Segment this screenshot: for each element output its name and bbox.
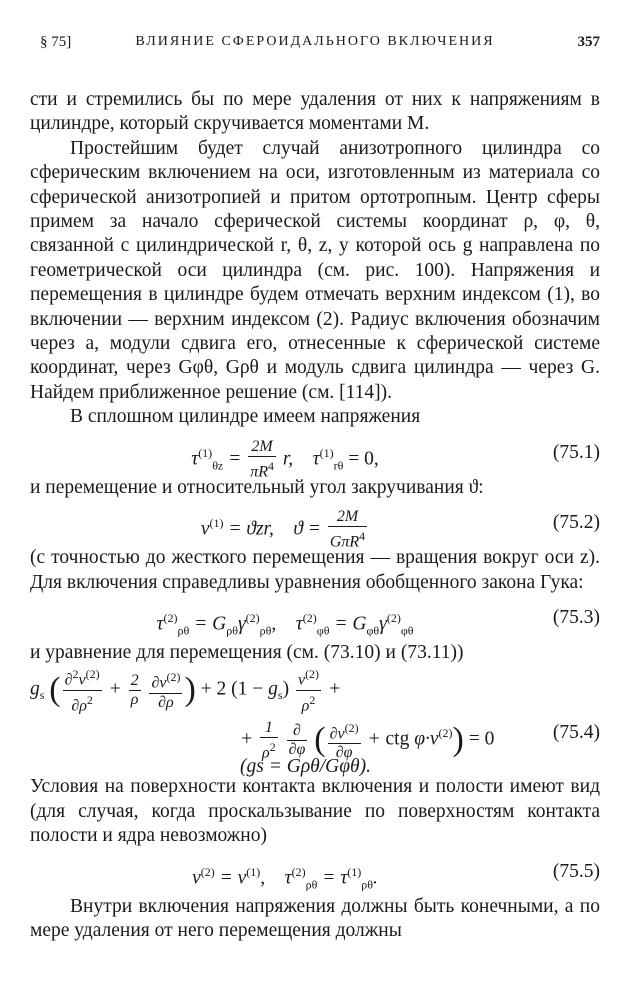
equation-75-1 bbox=[30, 432, 600, 481]
equation-75-4-line-1: $g_s$ ( $\frac{\partial^2v^{(2)}}{\partial\rho^2}$ + $\frac{2}{\rho}$ $\frac{\partial v^{(2)}}{\partial\rho}$ ) + 2 $(1 - g_s)$ $\frac{v^{(2)}}{\rho^2}$ + bbox=[30, 667, 342, 714]
running-title: ВЛИЯНИЕ СФЕРОИДАЛЬНОГО ВКЛЮЧЕНИЯ bbox=[135, 34, 495, 49]
equation-75-5-number: (75.5) bbox=[552, 860, 600, 882]
paragraph-7: Условия на поверхности контакта включения и полости имеют вид (для случая, когда проскальзывание по поверхностям контакта полости и ядра невозможно) bbox=[30, 776, 600, 847]
page-number: 357 bbox=[577, 34, 600, 50]
paragraph-5: (с точностью до жесткого перемещения — вращения вокруг оси z). Для включения справедливы уравнения обобщенного закона Гука: bbox=[30, 547, 600, 593]
equation-75-5-formula: $v^{(2)} = v^{(1)}$, $\tau^{(2)}_{\rho\theta} = \tau^{(1)}_{\rho\theta}$. bbox=[192, 864, 378, 891]
equation-75-4-line-2: + $\frac{1}{\rho^2}$ $\frac{\partial}{\partial\varphi}$ ( $\frac{\partial v^{(2)}}{\partial\varphi}$ + ctg $\varphi\cdot v^{(2)}) = 0$ bbox=[240, 718, 495, 761]
paragraph-4: и перемещение и относительный угол закручивания ϑ: bbox=[30, 476, 484, 498]
equation-75-4-number: (75.4) bbox=[552, 722, 600, 744]
equation-75-3 bbox=[30, 597, 600, 639]
equation-75-2 bbox=[30, 502, 600, 551]
equation-75-1-number: (75.1) bbox=[552, 441, 600, 463]
equation-75-2-number: (75.2) bbox=[552, 512, 600, 534]
equation-75-2-formula: $v^{(1)} = ϑzr$, ϑ = $\frac{2M}{G\pi R^4}$ bbox=[200, 508, 366, 551]
equation-75-4-note: (gs = Gρθ/Gφθ). bbox=[240, 756, 371, 778]
equation-75-4 bbox=[30, 665, 600, 778]
paragraph-8: Внутри включения напряжения должны быть конечными, а по мере удаления от него перемещения должны bbox=[30, 895, 600, 941]
paragraph-3: В сплошном цилиндре имеем напряжения bbox=[70, 406, 421, 428]
paragraph-2: Простейшим будет случай анизотропного цилиндра со сферическим включением на оси, изготовленным из материала со сферической анизотропией и притом ортотропным. Центр сферы примем за начало сферической системы координат ρ, φ, θ, связанной с цилиндрической r, θ, z, у которой ось g направлена по геометрической оси цилиндра (см. рис. 100). Напряжения и перемещения в цилиндре будем отмечать верхним индексом (1), во включении — верхним индексом (2). Радиус включения обозначим через a, модули сдвига его, отнесенные к сферической системе координат, через Gφθ, Gρθ и модуль сдвига цилиндра — через G. Найдем приближенное решение (см. [114]). bbox=[30, 137, 600, 403]
paragraph-6: и уравнение для перемещения (см. (73.10) и (73.11)) bbox=[30, 641, 464, 663]
paragraph-1: сти и стремились бы по мере удаления от них к напряжениям в цилиндре, который скручивается моментами M. bbox=[30, 89, 600, 135]
page-header bbox=[30, 34, 600, 58]
equation-75-1-formula: $\tau^{(1)}_{\theta z}$ = $\frac{2M}{\pi R^4}$ r, $\tau^{(1)}_{r\theta} = 0$, bbox=[191, 438, 379, 481]
page-body bbox=[30, 88, 600, 943]
equation-75-5 bbox=[30, 851, 600, 893]
equation-75-3-number: (75.3) bbox=[552, 606, 600, 628]
section-marker: § 75] bbox=[40, 34, 72, 50]
equation-75-3-formula: $\tau^{(2)}_{\rho\theta} = G_{\rho\theta}\gamma^{(2)}_{\rho\theta}$, $\tau^{(2)}_{\varphi\theta} = G_{\varphi\theta}\gamma^{(2)}_{\varphi\theta}$ bbox=[156, 610, 414, 638]
